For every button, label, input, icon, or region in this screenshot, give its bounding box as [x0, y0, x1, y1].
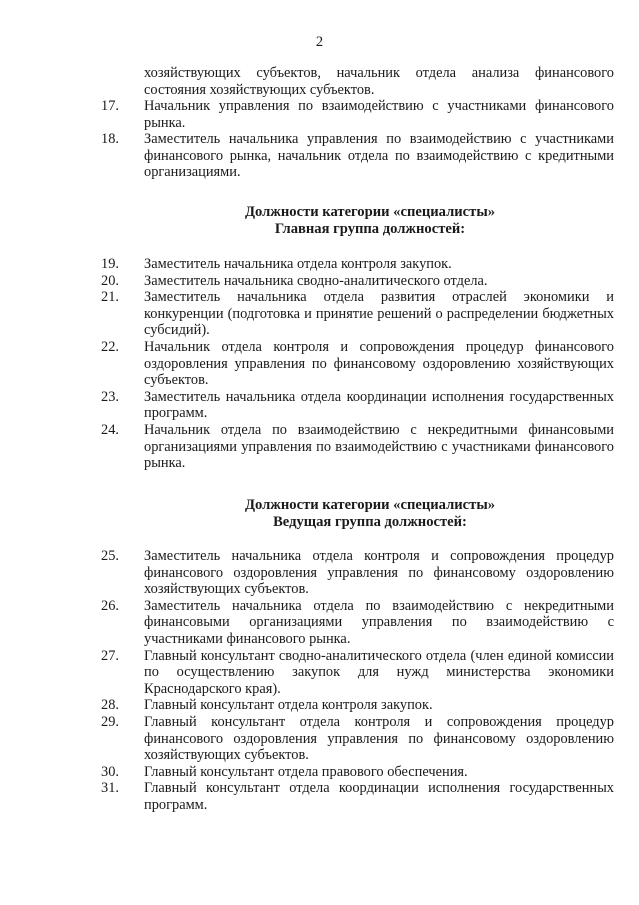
heading-line: Должности категории «специалисты» [244, 497, 496, 513]
item-number: 25. [101, 548, 119, 564]
item-number: 22. [101, 338, 119, 355]
item-text: Заместитель начальника отдела контроля закупок. [144, 256, 452, 272]
item-number: 20. [101, 272, 119, 289]
item-text: Главный консультант отдела контроля закупок. [144, 697, 433, 714]
item-number: 31. [101, 780, 119, 797]
item-text: Заместитель начальника управления по взаимодействию с участниками финансового рынка, начальник отдела по взаимодействию с кредитными организациями. [144, 131, 614, 181]
item-number: 17. [101, 98, 119, 114]
item-number: 29. [101, 713, 119, 730]
list-section-b [0, 256, 639, 472]
continuation-text [0, 65, 639, 98]
item-text: Главный консультант отдела правового обеспечения. [144, 763, 468, 780]
list-item [0, 648, 639, 698]
list-section-c [0, 548, 639, 814]
item-text: Начальник управления по взаимодействию с участниками финансового рынка. [144, 98, 614, 131]
item-number: 24. [101, 421, 119, 438]
item-text: Заместитель начальника отдела по взаимодействию с некредитными финансовыми организациями управления по взаимодействию с участниками финансового рынка. [144, 597, 614, 647]
item-number: 19. [101, 256, 119, 272]
section-heading-leading-group [0, 497, 639, 531]
item-number: 28. [101, 697, 119, 714]
page-number: 2 [315, 34, 324, 50]
item-number: 30. [101, 763, 119, 780]
item-text: Главный консультант сводно-аналитического отдела (член единой комиссии по осуществлению закупок для нужд министерства экономики Краснодарского края). [144, 647, 614, 697]
item-number: 23. [101, 388, 119, 405]
item-number: 27. [101, 647, 119, 664]
list-item [0, 598, 639, 648]
list-item [0, 273, 639, 290]
item-number: 21. [101, 289, 119, 306]
list-item [0, 289, 639, 339]
list-item [0, 98, 639, 131]
heading-line: Должности категории «специалисты» [244, 204, 496, 220]
list-item [0, 697, 639, 714]
item-text: Заместитель начальника отдела координации исполнения государственных программ. [144, 388, 614, 422]
item-text: Заместитель начальника отдела контроля и сопровождения процедур финансового оздоровления управления по финансовому оздоровлению хозяйствующих субъектов. [144, 548, 614, 598]
list-item [0, 131, 639, 181]
item-text: Заместитель начальника отдела развития отраслей экономики и конкуренции (подготовка и принятие решений о распределении бюджетных субсидий). [144, 289, 614, 339]
item-text: Главный консультант отдела координации исполнения государственных программ. [144, 780, 614, 813]
item-text: Начальник отдела контроля и сопровождения процедур финансового оздоровления управления по финансовому оздоровлению хозяйствующих субъектов. [144, 338, 614, 389]
list-item [0, 422, 639, 472]
item-number: 18. [101, 131, 119, 148]
list-item [0, 714, 639, 764]
item-text: Заместитель начальника сводно-аналитического отдела. [144, 272, 488, 289]
heading-line: Главная группа должностей: [274, 221, 466, 237]
list-item [0, 389, 639, 422]
list-item [0, 339, 639, 389]
list-item [0, 256, 639, 273]
item-number: 26. [101, 597, 119, 614]
list-item [0, 780, 639, 813]
section-heading-main-group [0, 204, 639, 238]
continuation-paragraph: хозяйствующих субъектов, начальник отдела анализа финансового состояния хозяйствующих субъектов. [144, 65, 614, 98]
list-item [0, 764, 639, 781]
item-text: Главный консультант отдела контроля и сопровождения процедур финансового оздоровления управления по финансовому оздоровлению хозяйствующих субъектов. [144, 713, 614, 764]
item-text: Начальник отдела по взаимодействию с некредитными финансовыми организациями управления по взаимодействию с участниками финансового рынка. [144, 421, 614, 472]
list-section-a [0, 98, 639, 181]
heading-line: Ведущая группа должностей: [273, 514, 467, 530]
list-item [0, 548, 639, 598]
